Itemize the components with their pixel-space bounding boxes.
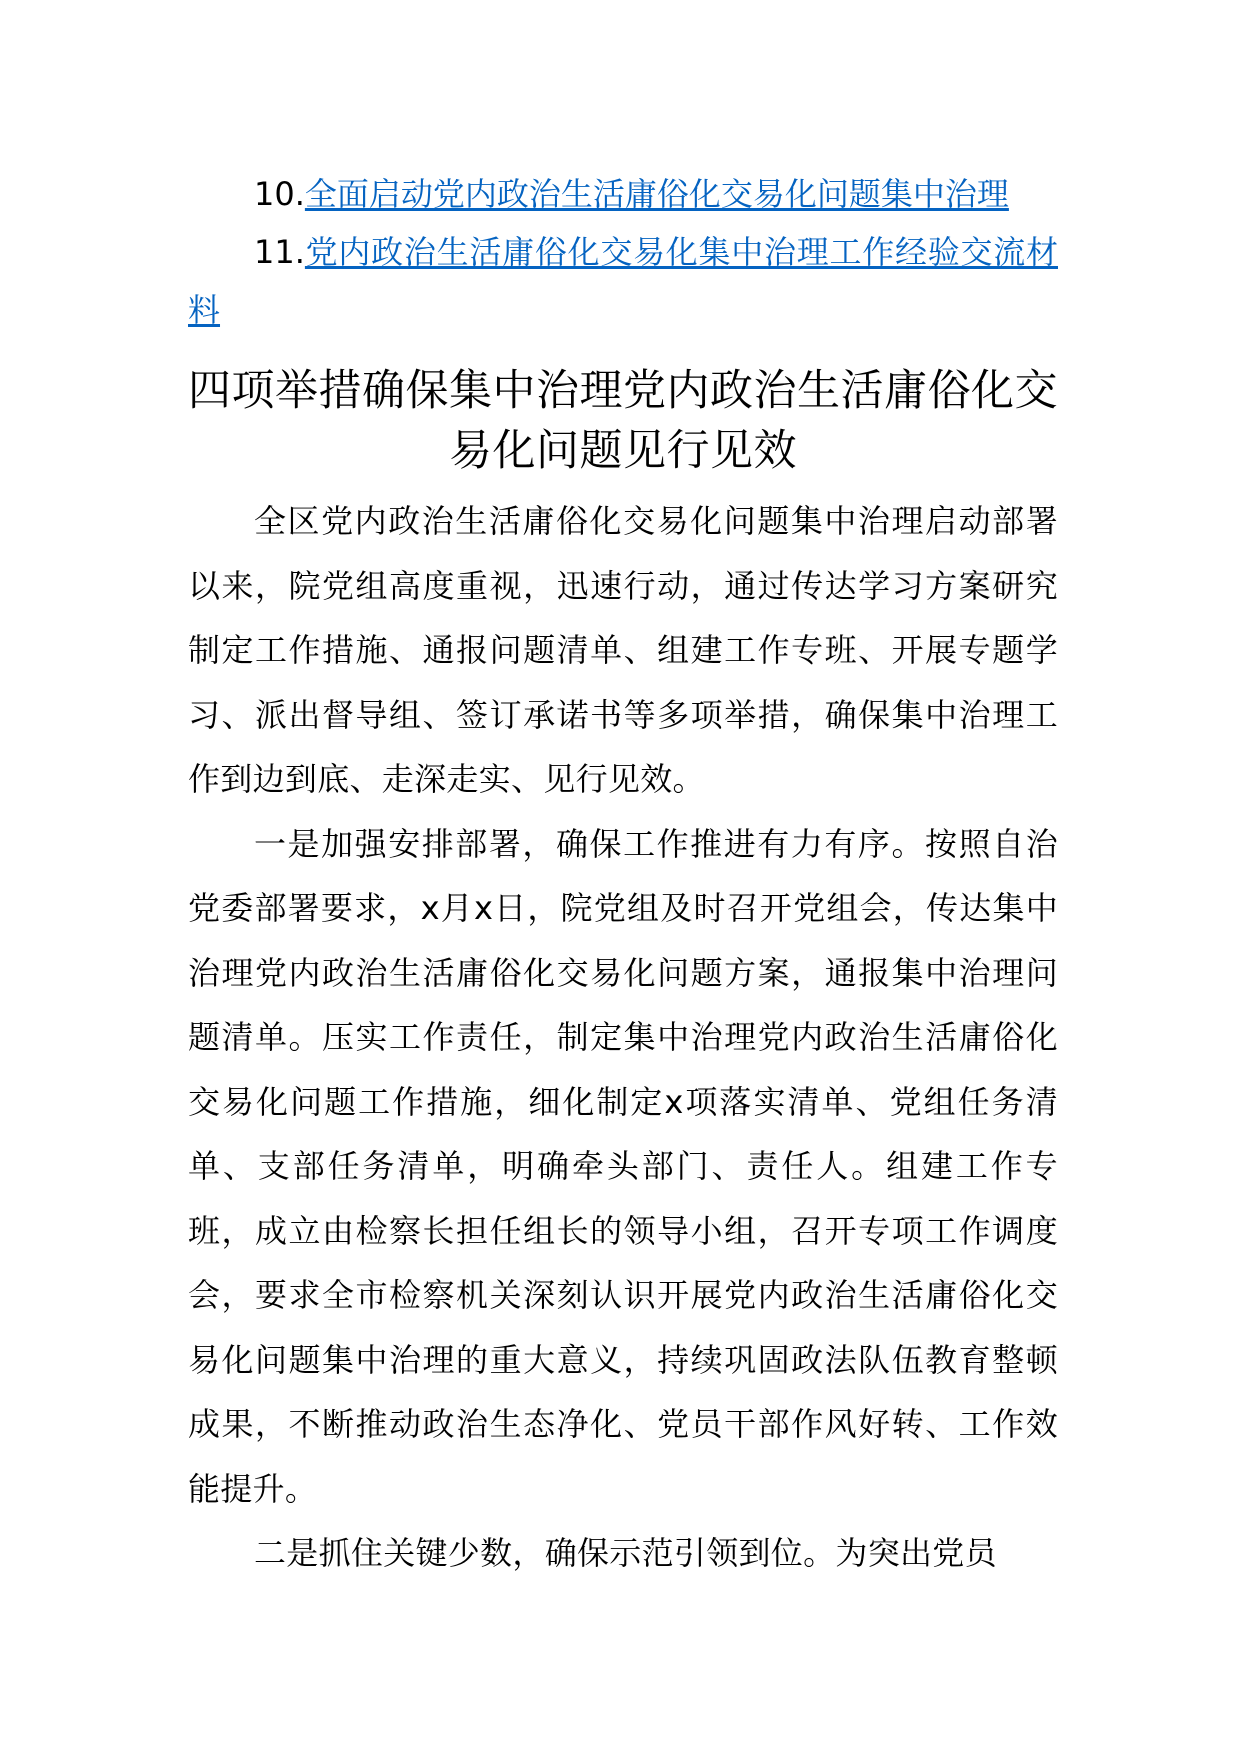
toc-link[interactable]: 党内政治生活庸俗化交易化集中治理工作经验交流材料 [188, 233, 1058, 329]
document-page [188, 165, 1058, 1586]
body-paragraph-1: 一是加强安排部署，确保工作推进有力有序。按照自治党委部署要求，x月x日，院党组及时召开党组会，传达集中治理党内政治生活庸俗化交易化问题方案，通报集中治理问题清单。压实工作责任，制定集中治理党内政治生活庸俗化交易化问题工作措施，细化制定x项落实清单、党组任务清单、支部任务清单，明确牵头部门、责任人。组建工作专班，成立由检察长担任组长的领导小组，召开专项工作调度会，要求全市检察机关深刻认识开展党内政治生活庸俗化交易化问题集中治理的重大意义，持续巩固政法队伍教育整顿成果，不断推动政治生态净化、党员干部作风好转、工作效能提升。 [188, 824, 1058, 1508]
toc-number: 10. [254, 175, 305, 213]
toc-link[interactable]: 全面启动党内政治生活庸俗化交易化问题集中治理 [304, 175, 1009, 213]
body-paragraph-2: 二是抓住关键少数，确保示范引领到位。为突出党员 [254, 1534, 997, 1572]
body-paragraph-intro: 全区党内政治生活庸俗化交易化问题集中治理启动部署以来，院党组高度重视，迅速行动，通过传达学习方案研究制定工作措施、通报问题清单、组建工作专班、开展专题学习、派出督导组、签订承诺书等多项举措，确保集中治理工作到边到底、走深走实、见行见效。 [188, 502, 1058, 798]
toc-number: 11. [254, 233, 305, 271]
toc-entry-10 [188, 165, 1058, 223]
document-title: 四项举措确保集中治理党内政治生活庸俗化交易化问题见行见效 [188, 366, 1058, 476]
toc-entry-11 [188, 223, 1058, 339]
